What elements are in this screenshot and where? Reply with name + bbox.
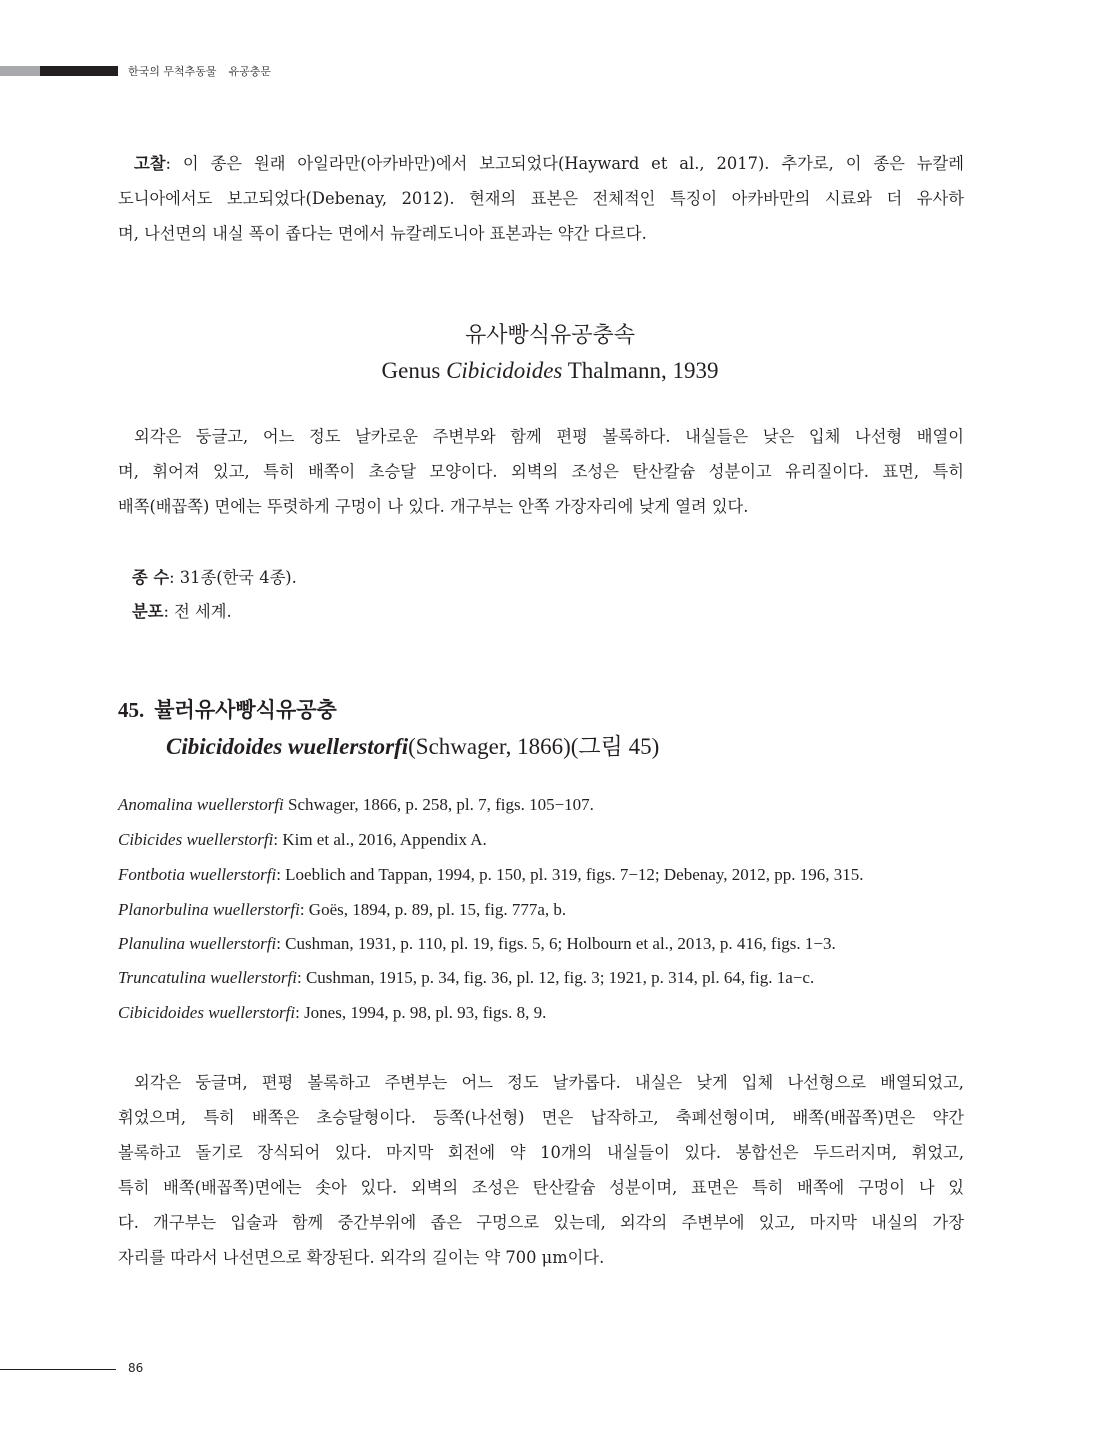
remarks-label: 고찰 bbox=[134, 154, 166, 173]
synonym-entry: Cibicides wuellerstorfi: Kim et al., 2016, Appendix A. bbox=[118, 830, 487, 849]
genus-heading bbox=[0, 358, 1100, 384]
species-desc-line-4: 특히 배쪽(배꼽쪽)면에는 솟아 있다. 외벽의 조성은 탄산칼슘 성분이며, 표면은 특히 배쪽에 구멍이 나 있 bbox=[118, 1178, 964, 1197]
header-gray-bar bbox=[0, 66, 40, 76]
species-desc-line-2: 휘었으며, 특히 배쪽은 초승달형이다. 등쪽(나선형) 면은 납작하고, 축폐선형이며, 배쪽(배꼽쪽)면은 약간 bbox=[118, 1108, 964, 1127]
distribution bbox=[132, 598, 232, 622]
synonym-entry: Fontbotia wuellerstorfi: Loeblich and Tappan, 1994, p. 150, pl. 319, figs. 7−12; Debenay, 2012, pp. 196, 315. bbox=[118, 865, 864, 884]
remarks-paragraph bbox=[118, 146, 964, 251]
species-number: 45. bbox=[118, 698, 145, 722]
genus-desc-line-3: 배쪽(배꼽쪽) 면에는 뚜렷하게 구멍이 나 있다. 개구부는 안쪽 가장자리에 낮게 열려 있다. bbox=[118, 497, 749, 516]
species-desc-line-6: 자리를 따라서 나선면으로 확장된다. 외각의 길이는 약 700 μm이다. bbox=[118, 1248, 605, 1267]
species-author: (Schwager, 1866) bbox=[408, 734, 571, 759]
synonym-entry: Anomalina wuellerstorfi Schwager, 1866, p. 258, pl. 7, figs. 105−107. bbox=[118, 795, 594, 814]
species-desc-line-3: 볼록하고 돌기로 장식되어 있다. 마지막 회전에 약 10개의 내실들이 있다. 봉합선은 두드러지며, 휘었고, bbox=[118, 1143, 964, 1162]
species-figure-ref: (그림 45) bbox=[570, 734, 660, 759]
synonym-entry: Cibicidoides wuellerstorfi: Jones, 1994, p. 98, pl. 93, figs. 8, 9. bbox=[118, 1003, 547, 1022]
footer-rule bbox=[0, 1369, 116, 1370]
remarks-line-3: 며, 나선면의 내실 폭이 좁다는 면에서 뉴칼레도니아 표본과는 약간 다르다. bbox=[118, 224, 647, 243]
species-korean-name: 뷸러유사빵식유공충 bbox=[154, 697, 337, 722]
species-count-value: : 31종(한국 4종). bbox=[169, 568, 297, 587]
species-heading bbox=[118, 694, 337, 724]
genus-prefix: Genus bbox=[381, 358, 441, 383]
species-desc-line-5: 다. 개구부는 입술과 함께 중간부위에 좁은 구멍으로 있는데, 외각의 주변부에 있고, 마지막 내실의 가장 bbox=[118, 1213, 964, 1232]
book-title: 한국의 무척추동물 bbox=[128, 65, 217, 78]
genus-description bbox=[118, 419, 964, 524]
genus-korean-name: 유사빵식유공충속 bbox=[464, 323, 636, 348]
species-scientific-heading bbox=[166, 728, 659, 761]
species-scientific-name: Cibicidoides wuellerstorfi bbox=[166, 734, 409, 759]
synonym-entry: Truncatulina wuellerstorfi: Cushman, 1915, p. 34, fig. 36, pl. 12, fig. 3; 1921, p. 314, pl. 64, fig. 1a−c. bbox=[118, 968, 815, 987]
species-desc-line-1: 외각은 둥글며, 편평 볼록하고 주변부는 어느 정도 날카롭다. 내실은 낮게 입체 나선형으로 배열되었고, bbox=[134, 1073, 964, 1092]
synonym-entry: Planorbulina wuellerstorfi: Goës, 1894, p. 89, pl. 15, fig. 777a, b. bbox=[118, 900, 567, 919]
page-number: 86 bbox=[128, 1361, 144, 1375]
genus-desc-line-1: 외각은 둥글고, 어느 정도 날카로운 주변부와 함께 편평 볼록하다. 내실들은 낮은 입체 나선형 배열이 bbox=[134, 427, 964, 446]
synonym-entry: Planulina wuellerstorfi: Cushman, 1931, p. 110, pl. 19, figs. 5, 6; Holbourn et al., 2013, p. 416, figs. 1−3. bbox=[118, 934, 836, 953]
genus-author: Thalmann, 1939 bbox=[567, 358, 719, 383]
species-count-label: 종 수 bbox=[132, 568, 170, 587]
remarks-line-2: 도니아에서도 보고되었다(Debenay, 2012). 현재의 표본은 전체적인 특징이 아카바만의 시료와 더 유사하 bbox=[118, 189, 964, 208]
section-title: 유공충문 bbox=[228, 65, 272, 78]
species-count bbox=[132, 564, 297, 588]
genus-name: Cibicidoides bbox=[446, 358, 563, 383]
species-description bbox=[118, 1065, 964, 1275]
distribution-label: 분포 bbox=[132, 602, 164, 621]
genus-desc-line-2: 며, 휘어져 있고, 특히 배쪽이 초승달 모양이다. 외벽의 조성은 탄산칼슘 성분이고 유리질이다. 표면, 특히 bbox=[118, 462, 964, 481]
distribution-value: : 전 세계. bbox=[163, 602, 232, 621]
header-black-bar bbox=[40, 66, 118, 76]
running-header bbox=[128, 63, 271, 79]
remarks-line-1: 고찰: 이 종은 원래 아일라만(아카바만)에서 보고되었다(Hayward et al., 2017). 추가로, 이 종은 뉴칼레 bbox=[134, 154, 964, 173]
